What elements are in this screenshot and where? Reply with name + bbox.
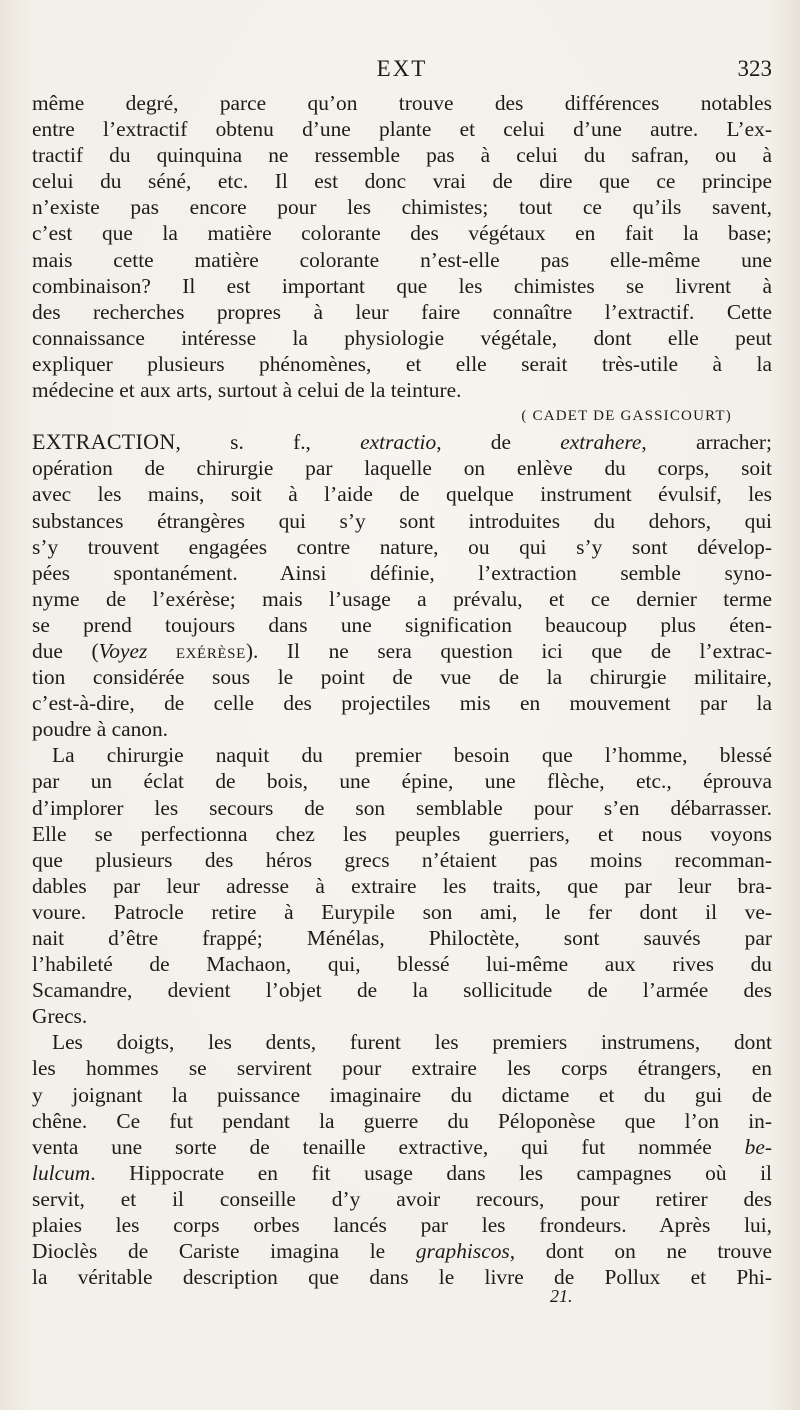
text-line: connaissance intéresse la physiologie végétale, dont elle peut (32, 325, 772, 350)
text-segment: venta une sorte de tenaille extractive, qui fut nommée (32, 1134, 745, 1159)
text-line: poudre à canon. (32, 717, 169, 742)
text-line: se prend toujours dans une signification beaucoup plus éten- (32, 612, 772, 637)
text-line: tion considérée sous le point de vue de la chirurgie militaire, (32, 665, 772, 690)
text-line: nait d’être frappé; Ménélas, Philoctète, sont sauvés par (32, 926, 772, 950)
text-line: c’est que la matière colorante des végétaux en fait la base; (32, 221, 772, 246)
text-segment: Dioclès de Cariste imagina le (32, 1239, 416, 1264)
latin-term: be- (744, 1134, 772, 1159)
text-segment: , dont on ne trouve (509, 1239, 772, 1264)
voyez-label: Voyez (98, 638, 148, 663)
entry-latin-verb: extrahere (560, 430, 642, 455)
author-signature: ( CADET DE GASSICOURT) (521, 408, 732, 425)
text-line: La chirurgie naquit du premier besoin que l’homme, blessé (52, 743, 772, 768)
text-line: chêne. Ce fut pendant la guerre du Péloponèse que l’on in- (32, 1108, 772, 1133)
latin-term: lulcum (32, 1160, 91, 1185)
text-line: voure. Patrocle retire à Eurypile son ami, le fer dont il ve- (32, 899, 772, 924)
latin-term: graphiscos (415, 1239, 510, 1264)
text-line: celui du séné, etc. Il est donc vrai de dire que ce principe (32, 169, 772, 194)
text-line: combinaison? Il est important que les chimistes se livrent à (32, 273, 772, 298)
body-text (32, 90, 772, 1290)
text-line: pées spontanément. Ainsi définie, l’extraction semble syno- (32, 560, 772, 585)
text-line (32, 1160, 772, 1186)
entry-text: ). Il ne sera question ici que de l’extrac- (245, 638, 772, 663)
text-line: y joignant la puissance imaginaire du dictame et du gui de (32, 1082, 772, 1107)
text-line: plaies les corps orbes lancés par les frondeurs. Après lui, (32, 1213, 772, 1238)
entry-latin: extractio (360, 430, 437, 455)
text-line: entre l’extractif obtenu d’une plante et celui d’une autre. L’ex- (32, 117, 772, 142)
text-line: Grecs. (32, 1004, 88, 1029)
text-line: les hommes se servirent pour extraire les corps étrangers, en (32, 1056, 772, 1081)
text-line: même degré, parce qu’on trouve des différences notables (32, 91, 772, 115)
signature-mark: 21. (550, 1286, 573, 1306)
text-line: expliquer plusieurs phénomènes, et elle serait très-utile à la (32, 351, 772, 376)
text-line: la véritable description que dans le livre de Pollux et Phi- (32, 1265, 772, 1290)
cross-reference: EXÉRÈSE (175, 645, 246, 662)
text-line: Les doigts, les dents, furent les premiers instrumens, dont (52, 1030, 772, 1055)
text-line: médecine et aux arts, surtout à celui de la teinture. (32, 378, 462, 403)
page-header (32, 56, 772, 84)
text-line: l’habileté de Machaon, qui, blessé lui-même aux rives du (32, 952, 772, 977)
text-line: d’implorer les secours de son semblable pour s’en débarrasser. (32, 795, 772, 820)
text-line: mais cette matière colorante n’est-elle pas elle-même une (32, 247, 772, 272)
entry-headword: EXTRACTION (32, 429, 176, 455)
text-line: substances étrangères qui s’y sont introduites du dehors, qui (32, 508, 772, 533)
entry-text: , arracher; (641, 430, 772, 455)
text-line: tractif du quinquina ne ressemble pas à celui du safran, ou à (32, 143, 772, 168)
entry-grammar: , s. f., (175, 430, 361, 455)
text-line: opération de chirurgie par laquelle on enlève du corps, soit (32, 456, 772, 481)
page-number: 323 (737, 56, 772, 81)
text-line: dables par leur adresse à extraire les traits, que par leur bra- (32, 873, 772, 898)
text-line (32, 1134, 772, 1160)
entry-text: , de (436, 430, 561, 455)
text-line: n’existe pas encore pour les chimistes; tout ce qu’ils savent, (32, 195, 772, 220)
entry-text: due ( (32, 638, 99, 663)
text-line: Scamandre, devient l’objet de la sollicitude de l’armée des (32, 978, 772, 1003)
entry-first-line (32, 429, 772, 455)
text-line: que plusieurs des héros grecs n’étaient pas moins recomman- (32, 847, 772, 872)
text-line: par un éclat de bois, une épine, une flèche, etc., éprouva (32, 769, 772, 794)
running-head: EXT (376, 56, 428, 81)
text-line (32, 1238, 772, 1264)
text-line: s’y trouvent engagées contre nature, ou qui s’y sont dévelop- (32, 534, 772, 559)
text-line: des recherches propres à leur faire connaître l’extractif. Cette (32, 299, 772, 324)
cross-reference-line (32, 638, 772, 664)
text-line: avec les mains, soit à l’aide de quelque instrument évulsif, les (32, 482, 772, 507)
text-line: nyme de l’exérèse; mais l’usage a prévalu, et ce dernier terme (32, 586, 772, 611)
text-line: servit, et il conseille d’y avoir recours, pour retirer des (32, 1186, 772, 1211)
text-line: c’est-à-dire, de celle des projectiles mis en mouvement par la (32, 691, 772, 716)
text-line: Elle se perfectionna chez les peuples guerriers, et nous voyons (32, 821, 772, 846)
text-segment: . Hippocrate en fit usage dans les campagnes où il (90, 1160, 772, 1185)
